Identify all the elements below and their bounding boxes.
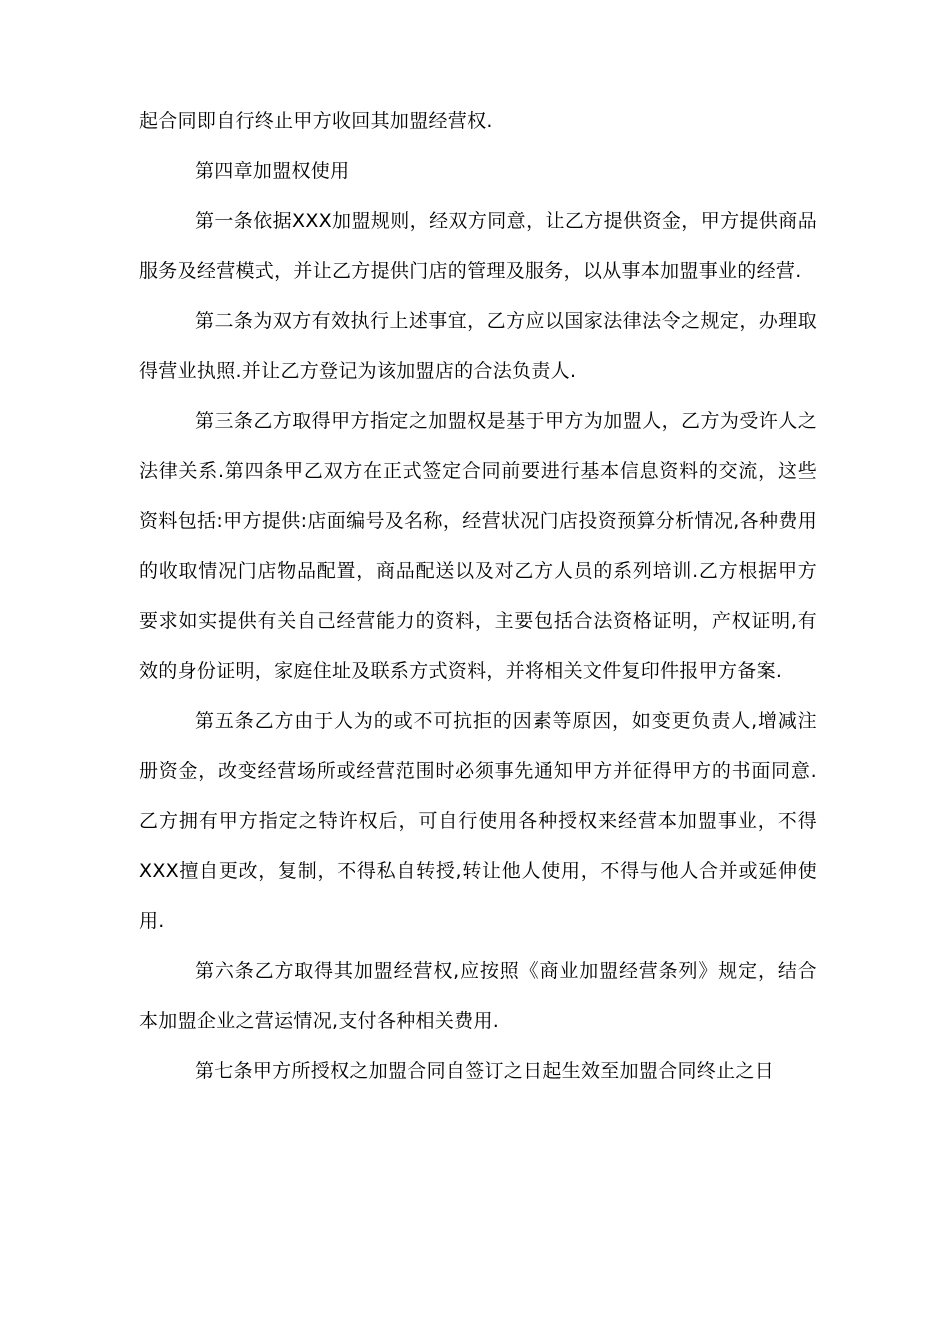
article-6: 第六条乙方取得其加盟经营权,应按照《商业加盟经营条列》规定，结合本加盟企业之营运情况,支付各种相关费用. xyxy=(139,960,817,1032)
document-body xyxy=(139,96,817,1096)
article-3-4: 第三条乙方取得甲方指定之加盟权是基于甲方为加盟人，乙方为受许人之法律关系.第四条甲乙双方在正式签定合同前要进行基本信息资料的交流，这些资料包括:甲方提供:店面编号及名称，经营状况门店投资预算分析情况,各种费用的收取情况门店物品配置，商品配送以及对乙方人员的系列培训.乙方根据甲方要求如实提供有关自己经营能力的资料，主要包括合法资格证明，产权证明,有效的身份证明，家庭住址及联系方式资料，并将相关文件复印件报甲方备案. xyxy=(139,410,817,682)
article-7: 第七条甲方所授权之加盟合同自签订之日起生效至加盟合同终止之日 xyxy=(195,1060,775,1082)
article-2: 第二条为双方有效执行上述事宜，乙方应以国家法律法令之规定，办理取得营业执照.并让乙方登记为该加盟店的合法负责人. xyxy=(139,310,817,382)
paragraph-continuation: 起合同即自行终止甲方收回其加盟经营权. xyxy=(139,110,493,132)
article-1: 第一条依据XXX加盟规则，经双方同意，让乙方提供资金，甲方提供商品服务及经营模式，并让乙方提供门店的管理及服务，以从事本加盟事业的经营. xyxy=(139,210,817,282)
chapter-heading: 第四章加盟权使用 xyxy=(195,160,350,182)
article-5: 第五条乙方由于人为的或不可抗拒的因素等原因，如变更负责人,增减注册资金，改变经营场所或经营范围时必须事先通知甲方并征得甲方的书面同意.乙方拥有甲方指定之特许权后，可自行使用各种授权来经营本加盟事业，不得XXX擅自更改，复制，不得私自转授,转让他人使用，不得与他人合并或延伸使用. xyxy=(139,710,817,932)
